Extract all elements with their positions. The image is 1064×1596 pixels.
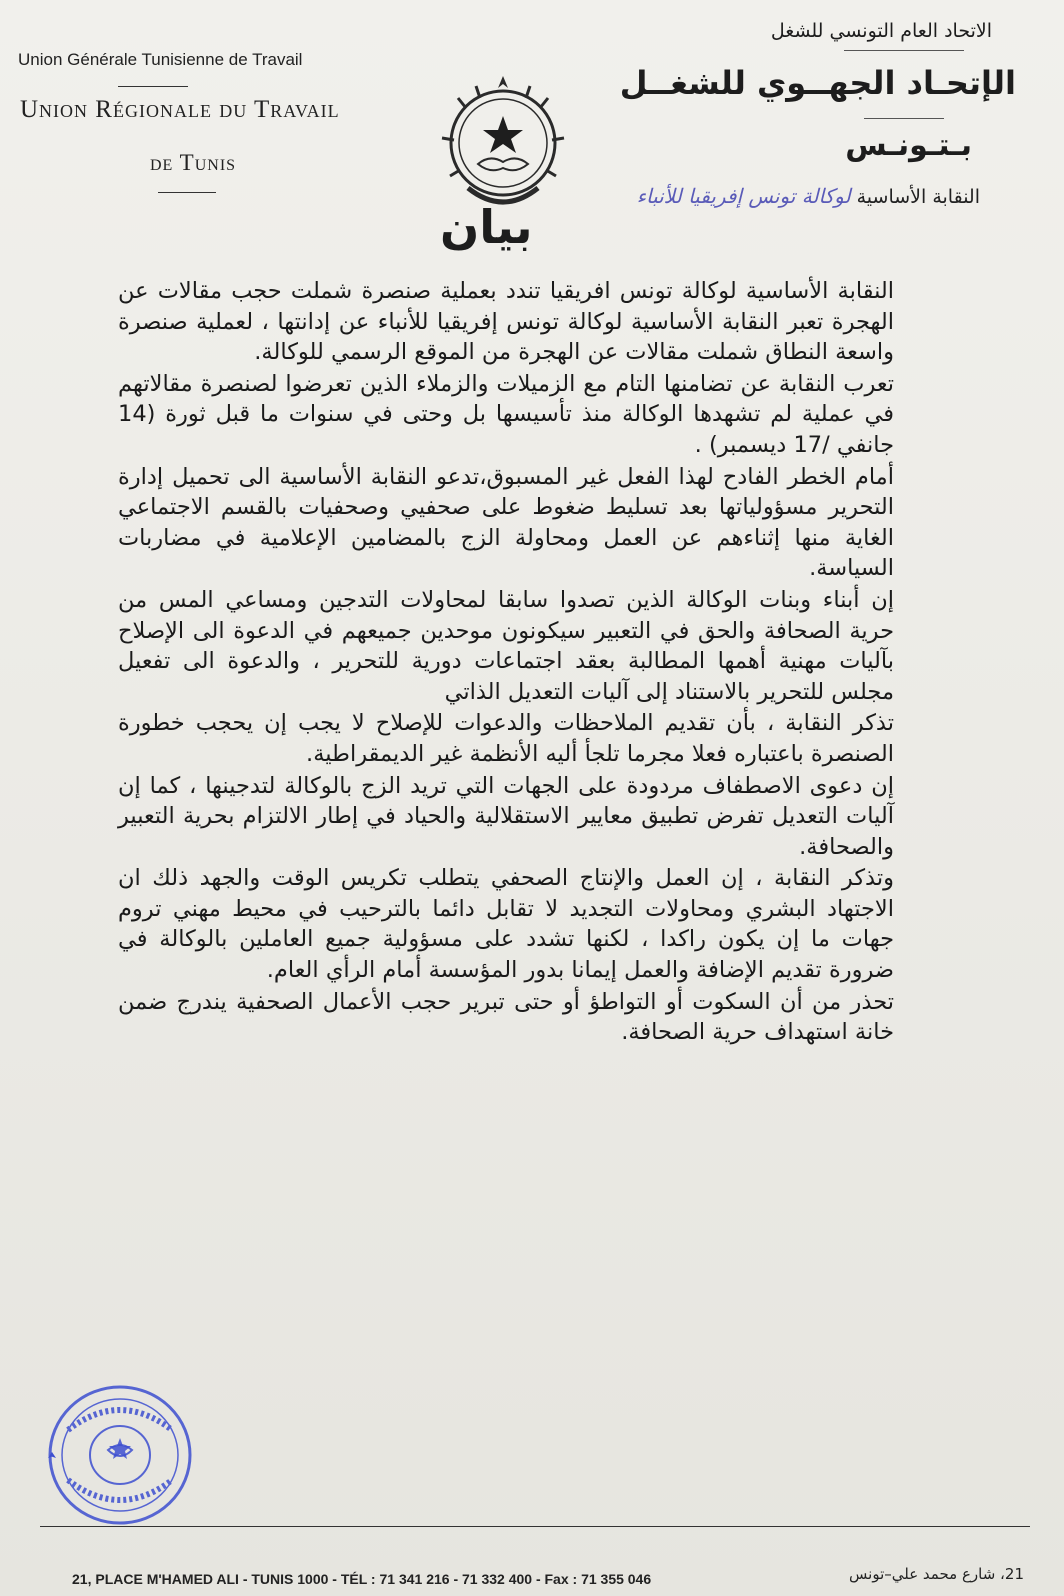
syndicate-line [637, 184, 980, 208]
header-fr-rule-2 [158, 192, 216, 193]
header-ar-rule [844, 50, 964, 51]
body-paragraph: أمام الخطر الفادح لهذا الفعل غير المسبوق،تدعو النقابة الأساسية الى تحميل إدارة التحرير مسؤولياتها بعد تسليط ضغوط على صحفيي وصحفيات بالقسم الاجتماعي الغاية منها إثناءهم عن العمل ومحاولة الزج بالمضامين الإعلامية في مضاربات السياسة. [118, 463, 894, 582]
footer-address-fr: 21, PLACE M'HAMED ALI - TUNIS 1000 - TÉL : 71 341 216 - 71 332 400 - Fax : 71 355 046 [72, 1571, 652, 1587]
header-ar-rule-2 [864, 118, 944, 119]
footer-rule [40, 1526, 1030, 1527]
header-fr-union-general: Union Générale Tunisienne de Travail [18, 50, 303, 69]
header-fr-union-regional: Union Régionale du Travail [20, 96, 340, 123]
header-ar-union-regional: الإتحـاد الجهــوي للشغــل [619, 64, 1016, 102]
ugtt-logo-icon [428, 68, 578, 218]
syndicate-printed: النقابة الأساسية [856, 186, 980, 208]
header-fr-rule [118, 86, 188, 87]
body-paragraph: تحذر من أن السكوت أو التواطؤ أو حتى تبرير حجب الأعمال الصحفية يندرج ضمن خانة استهداف حرية الصحافة. [118, 988, 894, 1046]
syndicate-handwritten: لوكالة تونس إفريقيا للأنباء [636, 184, 851, 208]
body-paragraph: النقابة الأساسية لوكالة تونس افريقيا تندد بعملية صنصرة شملت حجب مقالات عن الهجرة تعبر النقابة الأساسية لوكالة تونس إفريقيا للأنباء عن إدانتها ، لعملية صنصرة واسعة النطاق شملت مقالات عن الهجرة من الموقع الرسمي للوكالة. [118, 278, 894, 366]
header-ar-union-general: الاتحاد العام التونسي للشغل [770, 20, 992, 42]
body-paragraph: تذكر النقابة ، بأن تقديم الملاحظات والدعوات للإصلاح لا يجب إن يحجب خطورة الصنصرة باعتباره فعلا مجرما تلجأ أليه الأنظمة غير الديمقراطية. [118, 710, 894, 767]
page-title: بيان [440, 200, 533, 254]
syndicate-stamp-icon [38, 1380, 198, 1530]
header-fr-city: de Tunis [150, 150, 237, 175]
footer-address-ar: 21، شارع محمد علي–تونس [849, 1565, 1024, 1583]
body-paragraph: تعرب النقابة عن تضامنها التام مع الزميلات والزملاء الذين تعرضوا لصنصرة مقالاتهم في عملية لم تشهدها الوكالة منذ تأسيسها بل وحتى في سنوات ما قبل ثورة (14 جانفي /17 ديسمبر) . [118, 370, 894, 458]
statement-body [118, 276, 894, 1406]
body-paragraph: إن دعوى الاصطفاف مردودة على الجهات التي تريد الزج بالوكالة لتدجينها ، كما إن آليات التعديل تفرض تطبيق معايير الاستقلالية والحياد في إطار الالتزام بحرية التعبير والصحافة. [118, 772, 894, 860]
body-paragraph: وتذكر النقابة ، إن العمل والإنتاج الصحفي يتطلب تكريس الوقت والجهد ذلك ان الاجتهاد البشري ومحاولات التجديد لا تقابل دائما بالترحيب في محيط مهني تروم جهات ما إن يكون راكدا ، لكنها تشدد على مسؤولية جميع العاملين بالوكالة في ضرورة تقديم الإضافة والعمل إيمانا بدور المؤسسة أمام الرأي العام. [118, 865, 894, 984]
body-paragraph: إن أبناء وبنات الوكالة الذين تصدوا سابقا لمحاولات التدجين ومساعي المس من حرية الصحافة والحق في التعبير سيكونون موحدين جميعهم في الدعوة الى الإصلاح بآليات مهنية أهمها المطالبة بعقد اجتماعات دورية للتحرير ، والدعوة الى تفعيل مجلس للتحرير بالاستناد إلى آليات التعديل الذاتي [118, 586, 894, 705]
header-ar-city: بـتـونـس [845, 128, 972, 163]
